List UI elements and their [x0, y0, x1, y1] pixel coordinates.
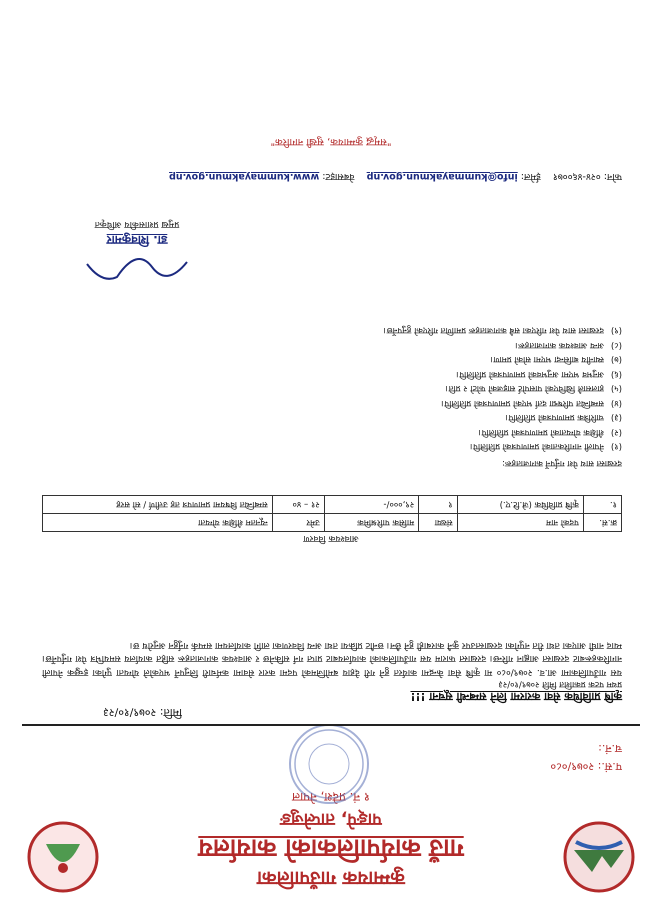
notice-subject: कृषि प्राविधिक सेवा करारमा लिने सम्बन्धी सूचना !!! [410, 690, 622, 703]
municipality-name: कुम्मायक गाउँपालिका [257, 867, 405, 889]
list-item: (६) अनुभव भएमा अनुभवको प्रमाणपत्रको प्रतिलिपि। [456, 369, 622, 379]
table-row [43, 496, 622, 514]
cell-count: १ [419, 496, 457, 514]
email-label: ईमेल: [520, 171, 541, 182]
website-label: वेबसाइट: [322, 171, 355, 182]
list-item: (८) अन्य आवश्यक कागजातहरू। [514, 340, 622, 350]
list-item: (१) नेपाली नागरिकताको प्रमाणपत्रको प्रतिलिपि। [469, 441, 622, 452]
list-item: (७) स्थानीय बासिन्दा भएमा सोको प्रमाण। [490, 354, 622, 365]
list-item: (५) हालसालै खिचिएको पासपोर्ट साइजको फोटो २ प्रति। [445, 383, 622, 394]
requirements-title: दरखास्त साथ पेश गर्नुपर्ने कागजातहरू: [502, 458, 622, 468]
list-item: (४) सम्बन्धित परिषद्मा दर्ता भएको प्रमाणपत्रको प्रतिलिपि। [441, 398, 622, 408]
cell-sn: १. [583, 496, 621, 514]
handwritten-signature [77, 252, 197, 292]
col-qualification: न्यूनतम शैक्षिक योग्यता [43, 514, 273, 532]
signature-block [52, 219, 222, 292]
dispatch-number: च.नं.: [598, 742, 622, 755]
phone-number: फोन: ०२४-४६००७१ [552, 171, 622, 182]
col-age: उमेर [272, 514, 324, 532]
col-count: संख्या [419, 514, 457, 532]
col-sn: क्र.सं. [583, 514, 621, 532]
vacancy-table [42, 495, 622, 532]
signatory-title: प्रमुख प्रशासकीय अधिकृत [94, 219, 180, 229]
office-slogan: "समृद्ध कुम्मायक, सुखी नागरिक" [270, 136, 392, 147]
notice-date: मिति: २०७९/१०/२३ [103, 706, 182, 719]
requirements-list [42, 323, 622, 470]
website-link[interactable]: www.kummayakmun.gov.np [169, 171, 320, 182]
office-location: पाङ्पे, ताप्लेजुङ [280, 809, 382, 829]
table-header-row [43, 514, 622, 532]
province-name: १ नं. प्रदेश, नेपाल [291, 790, 371, 804]
signatory-name: डा. शिवकुमार [106, 233, 168, 247]
notice-body: यस गाउँपालिकामा आ.व. २०७९/०८० मा कृषि सेवा केन्द्रमा कार्यरत हुने गरी देहाय बमोजिमको पदमा करार सेवामा कर्मचारी लिनुपर्ने भएकोले योग्यता पुगेका इच्छुक नेपाली नागरिकहरूबाट दरखास्त आह्वान गरिन्छ। दरखास्त फाराम यस गाउँपालिकाको कार्यालयबाट प्राप्त गर्न सकिनेछ र आवश्यक कागजातहरू सहित कार्यालय समयभित्र पेश गर्नुपर्नेछ। म्याद नाघी आएका तथा रीत नपुगेका दरखास्तउपर कुनै कारबाही हुने छैन। छनौट प्रक्रिया तथा अन्य विवरणका लागि कार्यालयमा सम्पर्क गर्नुहुन अनुरोध छ। [42, 640, 622, 677]
cell-age: २१ – ४० [272, 496, 324, 514]
table-caption: आवश्यक विवरण [303, 533, 359, 543]
letter-number: प.सं.: २०७९/०८० [550, 760, 622, 773]
office-stamp [289, 724, 369, 804]
header-divider [22, 724, 640, 726]
notice-reference: प्रथम पटक प्रकाशित मिति २०७९/१०/२३ [498, 679, 622, 689]
list-item: (९) दरखास्त साथ पेश गरिएका सबै कागजातहरू प्रमाणित गरिएको हुनुपर्नेछ। [383, 325, 622, 336]
contact-footer [42, 171, 622, 184]
col-post: पदको नाम [457, 514, 583, 532]
col-salary: मासिक पारिश्रमिक [324, 514, 418, 532]
cell-qualification: सम्बन्धित विषयमा प्रमाणपत्र तह उत्तीर्ण / सो सरह [43, 496, 273, 514]
cell-post: कृषि प्राविधिक (जे.टि.ए.) [457, 496, 583, 514]
cell-salary: २९,०००/- [324, 496, 418, 514]
list-item: (३) चारित्रिक प्रमाणपत्रको प्रतिलिपि। [505, 412, 622, 423]
list-item: (२) शैक्षिक योग्यताको प्रमाणपत्रको प्रतिलिपि। [478, 427, 622, 437]
office-name: गाउँ कार्यपालिकाको कार्यालय [198, 834, 464, 863]
email-link[interactable]: info@kummayakmun.gov.np [366, 171, 518, 182]
